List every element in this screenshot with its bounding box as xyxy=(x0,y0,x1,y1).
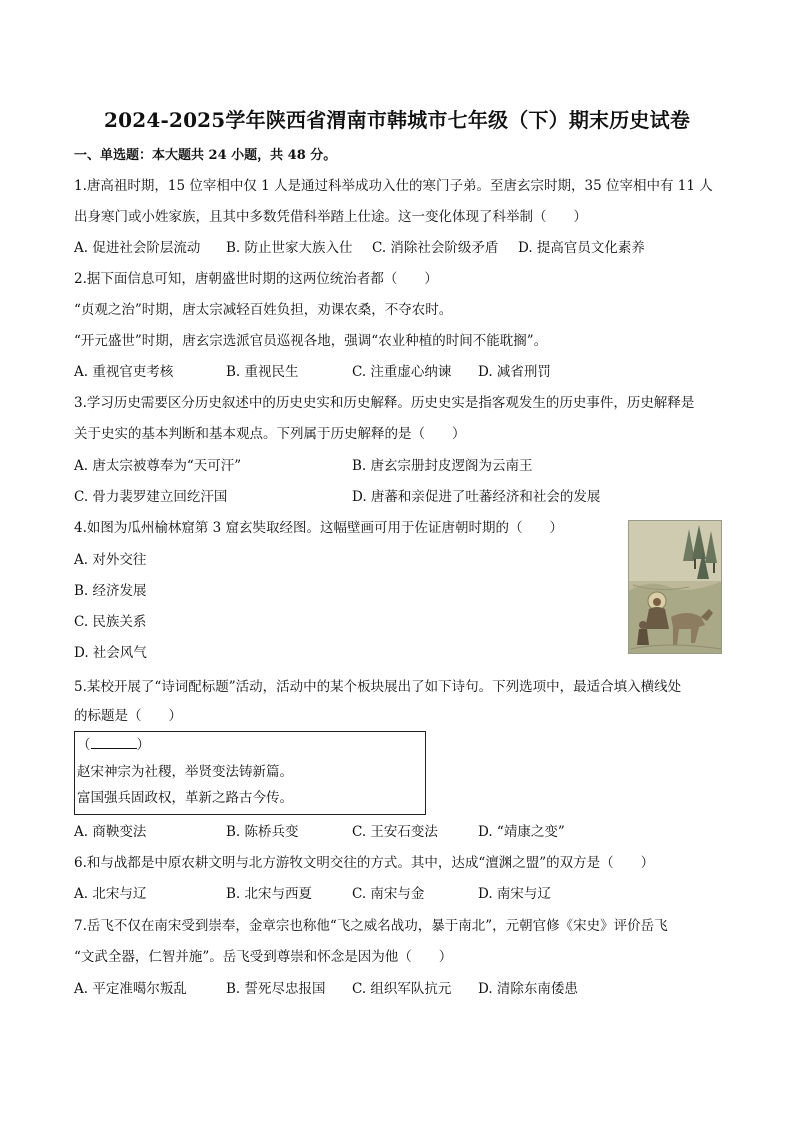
question-3-option-a: A. 唐太宗被尊奉为“天可汗” xyxy=(74,458,242,474)
question-5-line-1: 5.某校开展了“诗词配标题”活动，活动中的某个板块展出了如下诗句。下列选项中，最适合填入横线处 xyxy=(74,679,682,695)
question-1-line-2: 出身寒门或小姓家族，且其中多数凭借科举踏上仕途。这一变化体现了科举制（ ） xyxy=(74,209,587,225)
question-5-option-d: D. “靖康之变” xyxy=(478,824,565,840)
question-7-line-1: 7.岳飞不仅在南宋受到崇奉，金章宗也称他“飞之威名战功，暴于南北”，元朝官修《宋史》评价岳飞 xyxy=(74,918,668,934)
question-4-line-1: 4.如图为瓜州榆林窟第 3 窟玄奘取经图。这幅壁画可用于佐证唐朝时期的（ ） xyxy=(74,520,564,536)
question-1-option-c: C. 消除社会阶级矛盾 xyxy=(372,240,499,256)
question-7-option-b: B. 誓死尽忠报国 xyxy=(226,981,326,997)
question-3-option-d: D. 唐蕃和亲促进了吐蕃经济和社会的发展 xyxy=(352,489,601,505)
question-7-option-d: D. 清除东南倭患 xyxy=(478,981,578,997)
question-5-option-a: A. 商鞅变法 xyxy=(74,824,147,840)
question-4-option-d: D. 社会风气 xyxy=(74,645,147,661)
page-title: 2024-2025学年陕西省渭南市韩城市七年级（下）期末历史试卷 xyxy=(103,108,691,132)
question-6-option-b: B. 北宋与西夏 xyxy=(226,886,313,902)
blank-close: ） xyxy=(136,737,150,753)
question-3-line-2: 关于史实的基本判断和基本观点。下列属于历史解释的是（ ） xyxy=(74,426,466,442)
blank-line xyxy=(91,736,137,749)
question-2-option-c: C. 注重虚心纳谏 xyxy=(352,364,452,380)
blank-open: （ xyxy=(77,737,91,753)
question-4-option-c: C. 民族关系 xyxy=(74,614,147,630)
question-2-line-2: “贞观之治”时期，唐太宗减轻百姓负担，劝课农桑，不夺农时。 xyxy=(74,302,453,318)
section-heading: 一、单选题：本大题共 24 小题，共 48 分。 xyxy=(74,148,337,163)
question-1-option-a: A. 促进社会阶层流动 xyxy=(74,240,201,256)
question-7-line-2: “文武全器，仁智并施”。岳飞受到尊崇和怀念是因为他（ ） xyxy=(74,949,453,965)
question-1-option-d: D. 提高官员文化素养 xyxy=(518,240,645,256)
question-5-line-2: 的标题是（ ） xyxy=(74,708,182,724)
question-5-option-b: B. 陈桥兵变 xyxy=(226,824,299,840)
question-6-option-d: D. 南宋与辽 xyxy=(478,886,551,902)
question-2-option-d: D. 减省刑罚 xyxy=(478,364,551,380)
question-4-option-a: A. 对外交往 xyxy=(74,552,147,568)
poem-line-2: 富国强兵固政权，革新之路古今传。 xyxy=(77,790,293,806)
question-1-line-1: 1.唐高祖时期，15 位宰相中仅 1 人是通过科举成功入仕的寒门子弟。至唐玄宗时期，35 位宰相中有 11 人 xyxy=(74,178,713,194)
question-3-option-b: B. 唐玄宗册封皮逻阁为云南王 xyxy=(352,458,533,474)
question-6-option-a: A. 北宋与辽 xyxy=(74,886,147,902)
poem-title-blank xyxy=(77,735,150,755)
poem-box xyxy=(74,731,426,815)
question-4-option-b: B. 经济发展 xyxy=(74,583,147,599)
mural-image xyxy=(628,520,722,654)
question-5-option-c: C. 王安石变法 xyxy=(352,824,438,840)
question-6-line-1: 6.和与战都是中原农耕文明与北方游牧文明交往的方式。其中，达成“澶渊之盟”的双方是（ ） xyxy=(74,855,655,871)
question-7-option-a: A. 平定准噶尔叛乱 xyxy=(74,981,187,997)
question-2-line-3: “开元盛世”时期，唐玄宗选派官员巡视各地，强调“农业种植的时间不能耽搁”。 xyxy=(74,333,548,349)
question-3-line-1: 3.学习历史需要区分历史叙述中的历史史实和历史解释。历史史实是指客观发生的历史事件，历史解释是 xyxy=(74,395,695,411)
poem-line-1: 赵宋神宗为社稷，举贤变法铸新篇。 xyxy=(77,764,293,780)
question-3-option-c: C. 骨力裴罗建立回纥汗国 xyxy=(74,489,228,505)
question-2-option-a: A. 重视官吏考核 xyxy=(74,364,174,380)
question-6-option-c: C. 南宋与金 xyxy=(352,886,425,902)
question-2-line-1: 2.据下面信息可知，唐朝盛世时期的这两位统治者都（ ） xyxy=(74,271,438,287)
question-7-option-c: C. 组织军队抗元 xyxy=(352,981,452,997)
question-1-option-b: B. 防止世家大族入仕 xyxy=(226,240,353,256)
question-2-option-b: B. 重视民生 xyxy=(226,364,299,380)
